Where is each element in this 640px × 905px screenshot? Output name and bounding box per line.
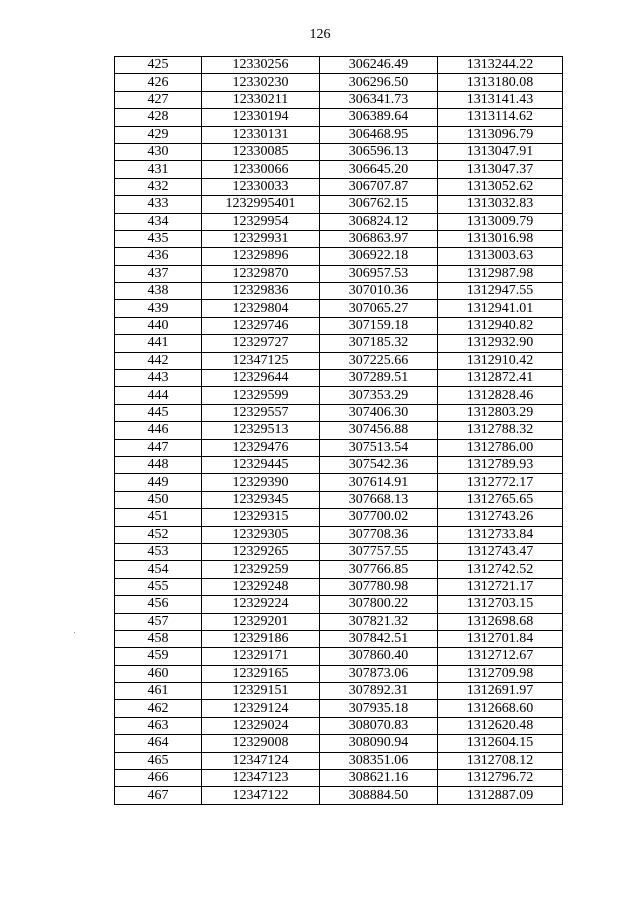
row-number-cell: 430 [115, 143, 202, 160]
x-coordinate-cell: 306296.50 [320, 74, 438, 91]
y-coordinate-cell: 1313032.83 [438, 196, 563, 213]
x-coordinate-cell: 306922.18 [320, 248, 438, 265]
row-number-cell: 432 [115, 178, 202, 195]
x-coordinate-cell: 306762.15 [320, 196, 438, 213]
y-coordinate-cell: 1313180.08 [438, 74, 563, 91]
y-coordinate-cell: 1313047.37 [438, 161, 563, 178]
id-cell: 12329201 [202, 613, 320, 630]
table-row [115, 665, 563, 682]
row-number-cell: 462 [115, 700, 202, 717]
id-cell: 12329727 [202, 335, 320, 352]
id-cell: 12329870 [202, 265, 320, 282]
id-cell: 12330085 [202, 143, 320, 160]
table-row [115, 74, 563, 91]
table-row [115, 439, 563, 456]
row-number-cell: 441 [115, 335, 202, 352]
id-cell: 12329836 [202, 283, 320, 300]
x-coordinate-cell: 306645.20 [320, 161, 438, 178]
y-coordinate-cell: 1312940.82 [438, 317, 563, 334]
row-number-cell: 439 [115, 300, 202, 317]
row-number-cell: 443 [115, 370, 202, 387]
id-cell: 12329259 [202, 561, 320, 578]
y-coordinate-cell: 1312786.00 [438, 439, 563, 456]
x-coordinate-cell: 307842.51 [320, 630, 438, 647]
y-coordinate-cell: 1312941.01 [438, 300, 563, 317]
x-coordinate-cell: 308070.83 [320, 717, 438, 734]
table-row [115, 456, 563, 473]
x-coordinate-cell: 307873.06 [320, 665, 438, 682]
table-row [115, 700, 563, 717]
row-number-cell: 440 [115, 317, 202, 334]
x-coordinate-cell: 307708.36 [320, 526, 438, 543]
row-number-cell: 464 [115, 735, 202, 752]
row-number-cell: 428 [115, 109, 202, 126]
y-coordinate-cell: 1313047.91 [438, 143, 563, 160]
table-row [115, 491, 563, 508]
id-cell: 12347124 [202, 752, 320, 769]
table-row [115, 787, 563, 804]
table-row [115, 526, 563, 543]
y-coordinate-cell: 1312932.90 [438, 335, 563, 352]
id-cell: 12330256 [202, 57, 320, 74]
id-cell: 12329124 [202, 700, 320, 717]
table-row [115, 178, 563, 195]
row-number-cell: 463 [115, 717, 202, 734]
x-coordinate-cell: 308090.94 [320, 735, 438, 752]
id-cell: 12329224 [202, 596, 320, 613]
row-number-cell: 438 [115, 283, 202, 300]
table-row [115, 230, 563, 247]
id-cell: 12329008 [202, 735, 320, 752]
y-coordinate-cell: 1312947.55 [438, 283, 563, 300]
table-row [115, 126, 563, 143]
id-cell: 12329931 [202, 230, 320, 247]
y-coordinate-cell: 1313009.79 [438, 213, 563, 230]
table-row [115, 265, 563, 282]
x-coordinate-cell: 307892.31 [320, 683, 438, 700]
id-cell: 12329171 [202, 648, 320, 665]
row-number-cell: 467 [115, 787, 202, 804]
table-row [115, 474, 563, 491]
table-row [115, 352, 563, 369]
id-cell: 12329305 [202, 526, 320, 543]
table-row [115, 630, 563, 647]
x-coordinate-cell: 307668.13 [320, 491, 438, 508]
row-number-cell: 431 [115, 161, 202, 178]
table-row [115, 57, 563, 74]
row-number-cell: 458 [115, 630, 202, 647]
table-row [115, 613, 563, 630]
id-cell: 1232995401 [202, 196, 320, 213]
table-row [115, 213, 563, 230]
y-coordinate-cell: 1312872.41 [438, 370, 563, 387]
row-number-cell: 460 [115, 665, 202, 682]
table-row [115, 300, 563, 317]
y-coordinate-cell: 1312765.65 [438, 491, 563, 508]
table-row [115, 91, 563, 108]
x-coordinate-cell: 307010.36 [320, 283, 438, 300]
row-number-cell: 455 [115, 578, 202, 595]
y-coordinate-cell: 1312668.60 [438, 700, 563, 717]
x-coordinate-cell: 307700.02 [320, 509, 438, 526]
x-coordinate-cell: 306468.95 [320, 126, 438, 143]
y-coordinate-cell: 1312887.09 [438, 787, 563, 804]
table-row [115, 370, 563, 387]
y-coordinate-cell: 1312803.29 [438, 404, 563, 421]
row-number-cell: 427 [115, 91, 202, 108]
y-coordinate-cell: 1312742.52 [438, 561, 563, 578]
x-coordinate-cell: 306596.13 [320, 143, 438, 160]
table-row [115, 543, 563, 560]
id-cell: 12329165 [202, 665, 320, 682]
table-row [115, 196, 563, 213]
x-coordinate-cell: 307800.22 [320, 596, 438, 613]
y-coordinate-cell: 1312788.32 [438, 422, 563, 439]
table-row [115, 683, 563, 700]
x-coordinate-cell: 307780.98 [320, 578, 438, 595]
id-cell: 12330211 [202, 91, 320, 108]
id-cell: 12329644 [202, 370, 320, 387]
y-coordinate-cell: 1313016.98 [438, 230, 563, 247]
table-row [115, 770, 563, 787]
y-coordinate-cell: 1313244.22 [438, 57, 563, 74]
id-cell: 12330033 [202, 178, 320, 195]
x-coordinate-cell: 308621.16 [320, 770, 438, 787]
id-cell: 12330131 [202, 126, 320, 143]
y-coordinate-cell: 1312691.97 [438, 683, 563, 700]
id-cell: 12329024 [202, 717, 320, 734]
x-coordinate-cell: 306957.53 [320, 265, 438, 282]
id-cell: 12329345 [202, 491, 320, 508]
id-cell: 12329557 [202, 404, 320, 421]
row-number-cell: 459 [115, 648, 202, 665]
table-row [115, 283, 563, 300]
id-cell: 12329746 [202, 317, 320, 334]
y-coordinate-cell: 1312789.93 [438, 456, 563, 473]
y-coordinate-cell: 1312708.12 [438, 752, 563, 769]
y-coordinate-cell: 1312743.47 [438, 543, 563, 560]
x-coordinate-cell: 307159.18 [320, 317, 438, 334]
table-row [115, 248, 563, 265]
table-row [115, 317, 563, 334]
table-row [115, 752, 563, 769]
x-coordinate-cell: 306341.73 [320, 91, 438, 108]
x-coordinate-cell: 307821.32 [320, 613, 438, 630]
y-coordinate-cell: 1313096.79 [438, 126, 563, 143]
id-cell: 12329248 [202, 578, 320, 595]
y-coordinate-cell: 1313114.62 [438, 109, 563, 126]
row-number-cell: 454 [115, 561, 202, 578]
id-cell: 12329315 [202, 509, 320, 526]
y-coordinate-cell: 1312703.15 [438, 596, 563, 613]
id-cell: 12329476 [202, 439, 320, 456]
row-number-cell: 447 [115, 439, 202, 456]
y-coordinate-cell: 1312743.26 [438, 509, 563, 526]
page-number: 126 [309, 27, 331, 42]
table-row [115, 109, 563, 126]
id-cell: 12329599 [202, 387, 320, 404]
row-number-cell: 442 [115, 352, 202, 369]
y-coordinate-cell: 1312620.48 [438, 717, 563, 734]
row-number-cell: 456 [115, 596, 202, 613]
x-coordinate-cell: 307542.36 [320, 456, 438, 473]
x-coordinate-cell: 307289.51 [320, 370, 438, 387]
row-number-cell: 445 [115, 404, 202, 421]
row-number-cell: 457 [115, 613, 202, 630]
y-coordinate-cell: 1313052.62 [438, 178, 563, 195]
x-coordinate-cell: 306246.49 [320, 57, 438, 74]
x-coordinate-cell: 306824.12 [320, 213, 438, 230]
x-coordinate-cell: 307513.54 [320, 439, 438, 456]
row-number-cell: 434 [115, 213, 202, 230]
table-row [115, 717, 563, 734]
x-coordinate-cell: 307225.66 [320, 352, 438, 369]
y-coordinate-cell: 1312987.98 [438, 265, 563, 282]
y-coordinate-cell: 1312796.72 [438, 770, 563, 787]
scan-speck [74, 632, 75, 633]
id-cell: 12347122 [202, 787, 320, 804]
x-coordinate-cell: 307860.40 [320, 648, 438, 665]
table-row [115, 596, 563, 613]
row-number-cell: 451 [115, 509, 202, 526]
x-coordinate-cell: 306389.64 [320, 109, 438, 126]
x-coordinate-cell: 307065.27 [320, 300, 438, 317]
row-number-cell: 435 [115, 230, 202, 247]
id-cell: 12329265 [202, 543, 320, 560]
y-coordinate-cell: 1312701.84 [438, 630, 563, 647]
table-row [115, 735, 563, 752]
row-number-cell: 461 [115, 683, 202, 700]
y-coordinate-cell: 1312709.98 [438, 665, 563, 682]
id-cell: 12330230 [202, 74, 320, 91]
x-coordinate-cell: 307766.85 [320, 561, 438, 578]
row-number-cell: 444 [115, 387, 202, 404]
x-coordinate-cell: 308884.50 [320, 787, 438, 804]
table-row [115, 143, 563, 160]
id-cell: 12329186 [202, 630, 320, 647]
coordinates-table [114, 56, 563, 805]
table-body [115, 57, 563, 805]
id-cell: 12329151 [202, 683, 320, 700]
table-row [115, 509, 563, 526]
x-coordinate-cell: 306707.87 [320, 178, 438, 195]
x-coordinate-cell: 307185.32 [320, 335, 438, 352]
x-coordinate-cell: 307614.91 [320, 474, 438, 491]
row-number-cell: 425 [115, 57, 202, 74]
x-coordinate-cell: 308351.06 [320, 752, 438, 769]
row-number-cell: 453 [115, 543, 202, 560]
table-row [115, 422, 563, 439]
table-row [115, 648, 563, 665]
row-number-cell: 465 [115, 752, 202, 769]
table-row [115, 561, 563, 578]
y-coordinate-cell: 1312772.17 [438, 474, 563, 491]
x-coordinate-cell: 307757.55 [320, 543, 438, 560]
y-coordinate-cell: 1312698.68 [438, 613, 563, 630]
x-coordinate-cell: 307456.88 [320, 422, 438, 439]
x-coordinate-cell: 307935.18 [320, 700, 438, 717]
id-cell: 12329954 [202, 213, 320, 230]
table-row [115, 335, 563, 352]
x-coordinate-cell: 306863.97 [320, 230, 438, 247]
id-cell: 12330066 [202, 161, 320, 178]
table-row [115, 387, 563, 404]
y-coordinate-cell: 1312910.42 [438, 352, 563, 369]
row-number-cell: 446 [115, 422, 202, 439]
x-coordinate-cell: 307353.29 [320, 387, 438, 404]
id-cell: 12347123 [202, 770, 320, 787]
y-coordinate-cell: 1313141.43 [438, 91, 563, 108]
table-row [115, 161, 563, 178]
id-cell: 12329804 [202, 300, 320, 317]
id-cell: 12347125 [202, 352, 320, 369]
id-cell: 12330194 [202, 109, 320, 126]
y-coordinate-cell: 1312733.84 [438, 526, 563, 543]
y-coordinate-cell: 1312721.17 [438, 578, 563, 595]
row-number-cell: 452 [115, 526, 202, 543]
id-cell: 12329896 [202, 248, 320, 265]
row-number-cell: 466 [115, 770, 202, 787]
row-number-cell: 450 [115, 491, 202, 508]
y-coordinate-cell: 1313003.63 [438, 248, 563, 265]
id-cell: 12329445 [202, 456, 320, 473]
x-coordinate-cell: 307406.30 [320, 404, 438, 421]
row-number-cell: 449 [115, 474, 202, 491]
id-cell: 12329513 [202, 422, 320, 439]
y-coordinate-cell: 1312712.67 [438, 648, 563, 665]
row-number-cell: 437 [115, 265, 202, 282]
y-coordinate-cell: 1312604.15 [438, 735, 563, 752]
row-number-cell: 426 [115, 74, 202, 91]
row-number-cell: 448 [115, 456, 202, 473]
row-number-cell: 433 [115, 196, 202, 213]
id-cell: 12329390 [202, 474, 320, 491]
row-number-cell: 429 [115, 126, 202, 143]
table-row [115, 578, 563, 595]
y-coordinate-cell: 1312828.46 [438, 387, 563, 404]
table-row [115, 404, 563, 421]
row-number-cell: 436 [115, 248, 202, 265]
